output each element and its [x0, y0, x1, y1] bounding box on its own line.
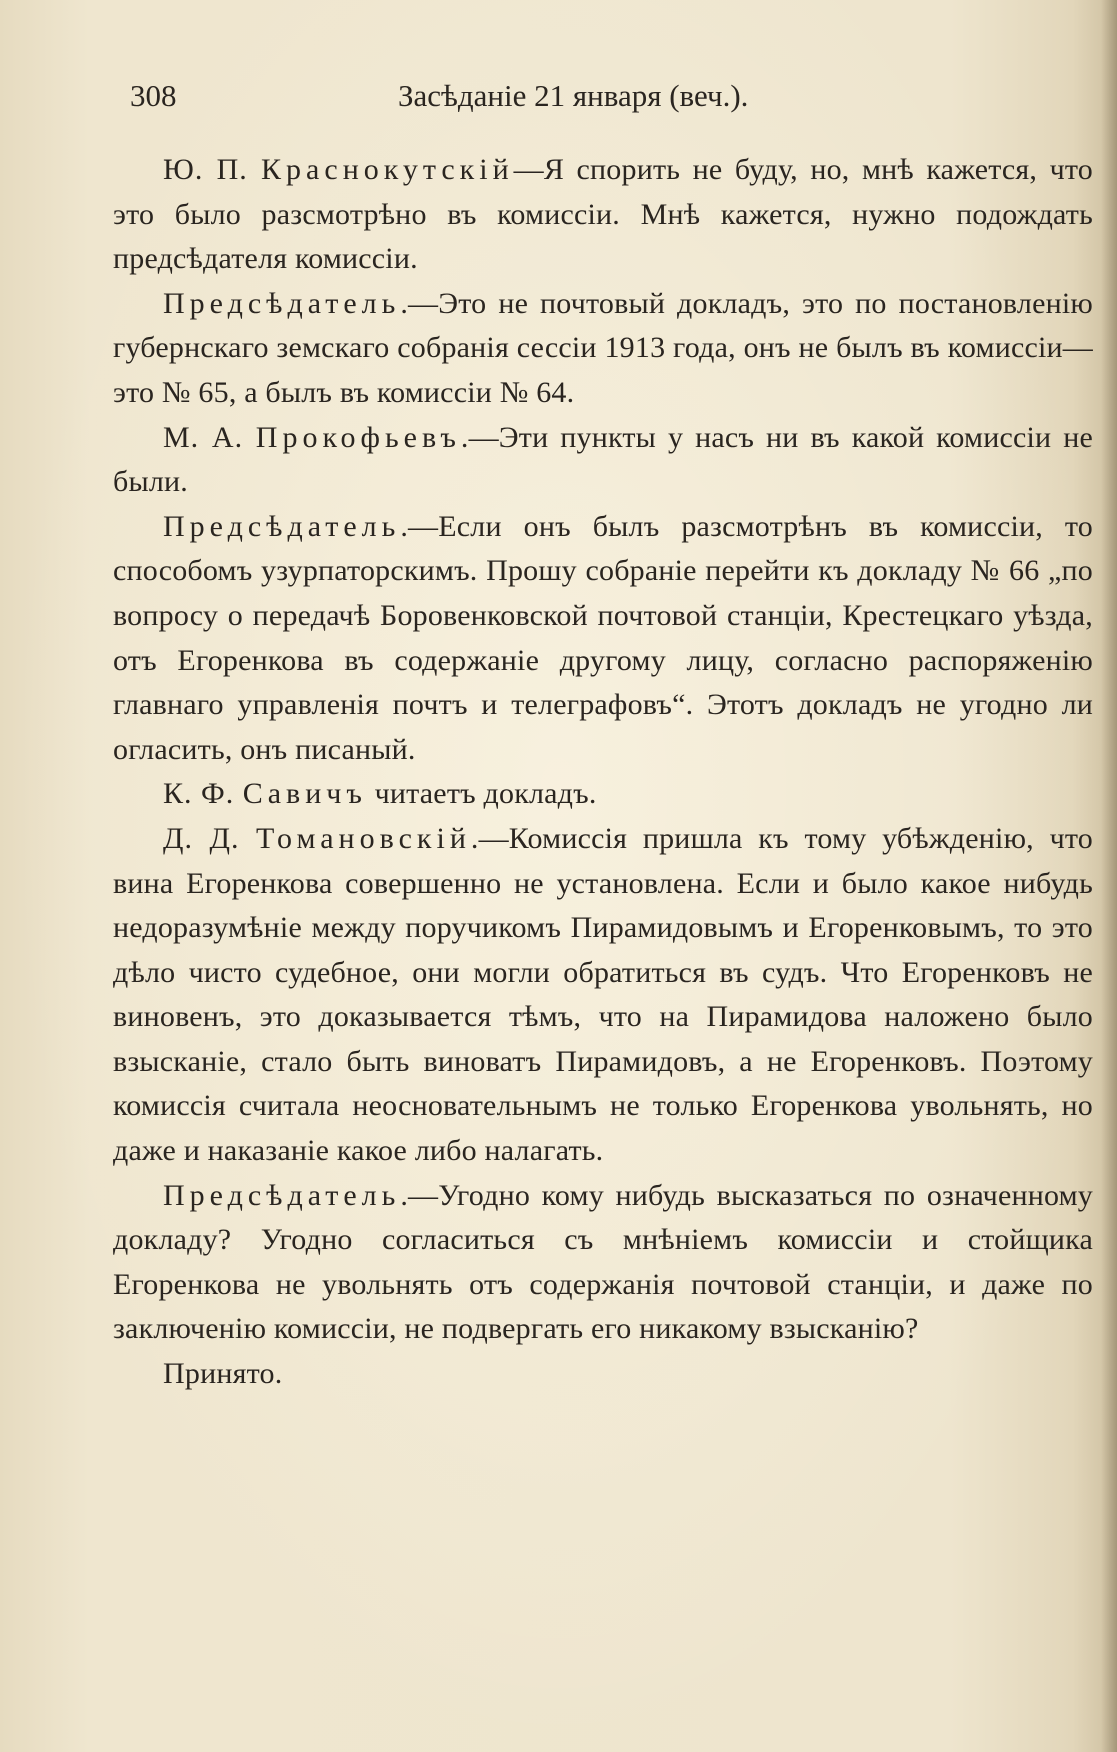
body-text: [113, 148, 1093, 1397]
speaker-initials: К. Ф.: [163, 777, 243, 811]
paragraph-text: читаетъ докладъ.: [366, 777, 597, 811]
paragraph-text: .—Комиссія пришла къ тому убѣжденію, что вина Егоренкова совершенно не установлена. Если и было какое нибудь недоразумѣніе между поручикомъ Пирамидовымъ и Егоренковымъ, то это дѣло чисто судебное, они могли обратиться въ судъ. Что Егоренковъ не виновенъ, это доказывается тѣмъ, что на Пирамидова наложено было взысканіе, стало быть виноватъ Пирамидовъ, а не Егоренковъ. Поэтому комиссія считала неосновательнымъ не только Егоренкова увольнять, но даже и наказаніе какое либо налагать.: [113, 821, 1093, 1168]
paragraph-text: .—Угодно кому нибудь высказаться по означенному докладу? Угодно согласиться съ мнѣніемъ комиссіи и стойщика Егоренкова не увольнять отъ содержанія почтовой станціи, и даже по заключенію комиссіи, не подвергать его никакому взысканію?: [113, 1178, 1093, 1346]
speaker-name: Савичъ: [242, 777, 367, 811]
paragraph: [113, 148, 1093, 282]
paragraph: [113, 772, 1093, 817]
speaker-initials: Ю. П.: [163, 153, 262, 186]
paragraph: [113, 817, 1093, 1174]
page-header: [130, 78, 1090, 118]
paragraph: [113, 505, 1093, 773]
speaker-name: Предсѣдатель: [163, 509, 401, 543]
paragraph-closing: [113, 1352, 1093, 1397]
paragraph-text: Принято.: [163, 1357, 283, 1391]
speaker-name: Предсѣдатель: [163, 286, 401, 320]
speaker-name: Прокофьевъ: [255, 420, 461, 454]
paragraph-text: .—Эти пункты у насъ ни въ какой комиссіи не были.: [113, 420, 1093, 499]
running-title: Засѣданіе 21 января (веч.).: [398, 78, 749, 113]
speaker-name: Предсѣдатель: [163, 1178, 401, 1212]
page-number: 308: [130, 78, 177, 113]
paragraph: [113, 1174, 1093, 1352]
page-spine-shadow: [1101, 0, 1117, 1752]
paragraph: [113, 282, 1093, 416]
paragraph-text: .—Это не почтовый докладъ, это по постановленію губернскаго земскаго собранія сессіи 1913 года, онъ не былъ въ комиссіи—это № 65, а былъ въ комиссіи № 64.: [113, 286, 1093, 409]
speaker-initials: М. А.: [163, 420, 256, 454]
speaker-name: Краснокутскій: [261, 153, 514, 186]
paragraph-text: —Я спорить не буду, но, мнѣ кажется, что это было разсмотрѣно въ комиссіи. Мнѣ кажется, нужно подождать предсѣдателя комиссіи.: [113, 153, 1094, 276]
speaker-name: Томановскій: [255, 821, 471, 855]
paragraph: [113, 416, 1093, 505]
paragraph-text: .—Если онъ былъ разсмотрѣнъ въ комиссіи, то способомъ узурпаторскимъ. Прошу собраніе перейти къ докладу № 66 „по вопросу о передачѣ Боровенковской почтовой станціи, Крестецкаго уѣзда, отъ Егоренкова въ содержаніе другому лицу, согласно распоряженію главнаго управленія почтъ и телеграфовъ“. Этотъ докладъ не угодно ли огласить, онъ писаный.: [113, 509, 1093, 766]
speaker-initials: Д. Д.: [163, 821, 256, 855]
